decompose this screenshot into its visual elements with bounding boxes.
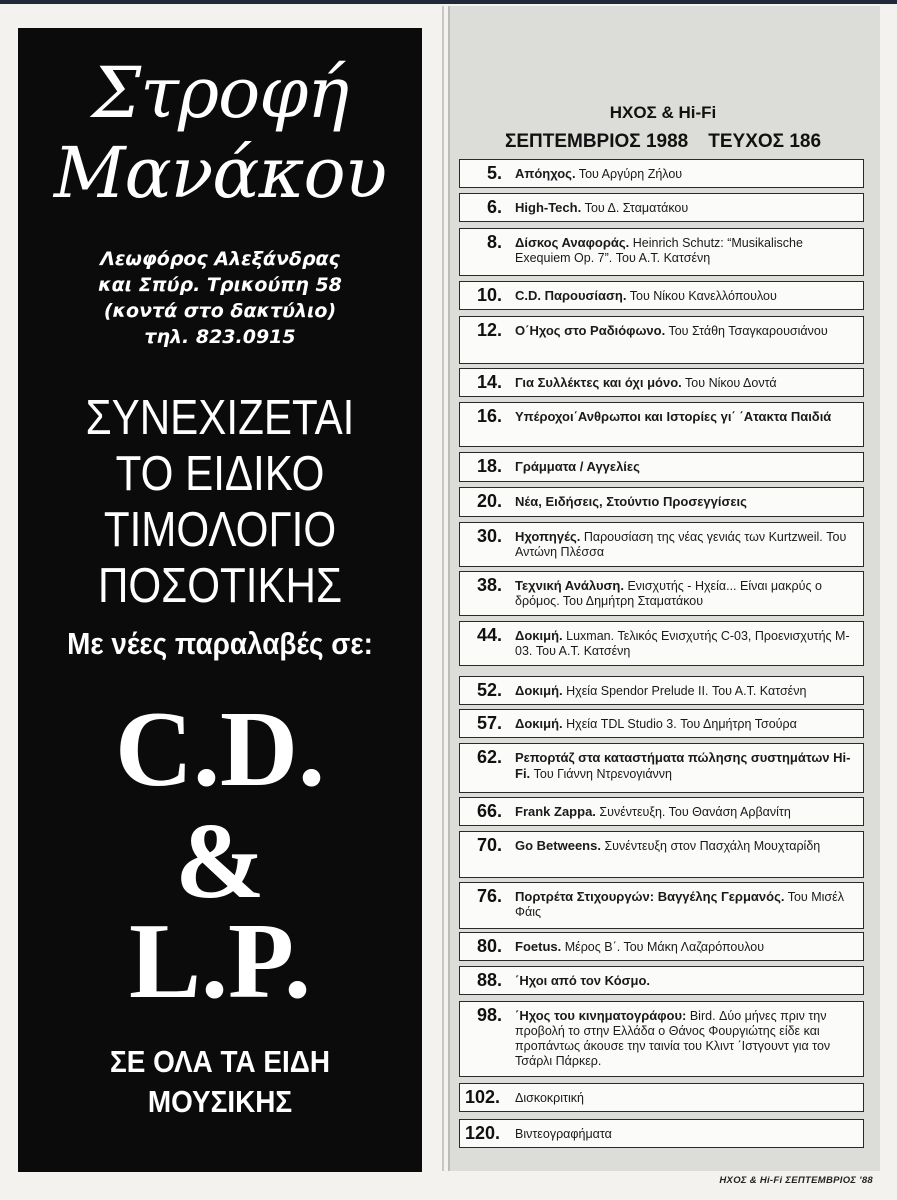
toc-entry-text [515,750,855,782]
toc-entry [459,228,864,276]
toc-entry-text [515,323,855,339]
toc-entry-description: Του Δ. Σταματάκου [581,201,689,215]
store-name-line2: Μανάκου [53,132,387,214]
toc-entry-description: Του Μισέλ Φάις [515,890,844,919]
toc-page-number: 12. [476,320,502,340]
toc-page-number: 18. [476,456,502,476]
toc-entry [459,797,864,826]
toc-entry [459,709,864,738]
footer-line: ΜΟΥΣΙΚΗΣ [147,1084,293,1119]
toc-entry-text [515,1090,855,1106]
toc-page-number: 38. [476,575,502,595]
toc-entry-title: Υπέροχοι΄Ανθρωποι και Ιστορίες γι΄ ΄Ατακτα Παιδιά [515,409,832,424]
toc-page-number: 8. [486,232,502,252]
toc-entry-description: Συνέντευξη στον Πασχάλη Μουχταρίδη [600,839,821,853]
toc-entry-text [515,628,855,659]
address-line: Λεωφόρος Αλεξάνδρας [100,248,340,270]
toc-entry-title: Ηχοπηγές. [515,529,581,544]
toc-page-number: 6. [486,197,502,217]
toc-entry-description: Του Αργύρη Ζήλου [575,167,683,181]
toc-entry [459,368,864,397]
magazine-name: ΗΧΟΣ & Hi-Fi [609,103,717,122]
toc-entry-text [515,166,855,182]
toc-entry-description: Του Στάθη Τσαγκαρουσιάνου [665,324,828,338]
toc-page-number: 102. [464,1087,500,1107]
toc-entry [459,487,864,517]
toc-page-number: 66. [476,801,502,821]
toc-entry [459,522,864,567]
toc-page-number: 98. [476,1005,502,1025]
toc-entry-text [515,459,855,475]
toc-page-number: 62. [476,747,502,767]
headline-line: ΠΟΣΟΤΙΚΗΣ [97,559,343,613]
toc-entry-title: ΄Ηχοι από τον Κόσμο. [515,973,651,988]
toc-entry-title: Δοκιμή. [515,716,563,731]
toc-entry [459,1083,864,1112]
toc-entry-description: Του Γιάννη Ντρενογιάννη [530,767,672,781]
toc-entry-title: Foetus. [515,939,562,954]
toc-entry-title: Απόηχος. [515,166,576,181]
toc-entry [459,402,864,447]
toc-entry-text [515,1008,855,1069]
store-advertisement [18,28,422,1172]
toc-entry-text [515,409,855,425]
toc-entry [459,621,864,666]
toc-entry-text [515,973,855,989]
toc-entry-text [515,683,855,699]
toc-entry-text [515,1126,855,1142]
toc-entry-title: Πορτρέτα Στιχουργών: Βαγγέλης Γερμανός. [515,889,785,904]
toc-page-number: 16. [476,406,502,426]
toc-entry-title: Τεχνική Ανάλυση. [515,578,624,593]
headline-line: ΤΟ ΕΙΔΙΚΟ [115,447,325,501]
subheadline: Με νέες παραλαβές σε: [67,626,373,661]
toc-entry-description: Δισκοκριτική [515,1091,584,1105]
toc-entry-title: Frank Zappa. [515,804,596,819]
address-line: και Σπύρ. Τρικούπη 58 [98,274,342,296]
toc-entry-title: Γράμματα / Αγγελίες [515,459,640,474]
toc-entry-title: Δοκιμή. [515,628,563,643]
big-text-cd: C.D. [115,690,325,809]
issue-number: ΤΕΥΧΟΣ 186 [708,131,822,152]
headline-line: ΤΙΜΟΛΟΓΙΟ [103,503,337,557]
toc-entry-text [515,375,855,391]
toc-entry-title: Για Συλλέκτες και όχι μόνο. [515,375,682,390]
toc-entry [459,1119,864,1148]
toc-page-number: 5. [486,163,502,183]
toc-page-number: 44. [476,625,502,645]
toc-entry-text [515,494,855,510]
toc-entry-text [515,716,855,732]
toc-entry-description: Ενισχυτής - Ηχεία... Είναι μακρύς ο δρόμος. Του Δημήτρη Σταματάκου [515,579,822,608]
issue-date: ΣΕΠΤΕΜΒΡΙΟΣ 1988 [504,131,689,152]
page-footer: ΗΧΟΣ & Hi-Fi ΣΕΠΤΕΜΒΡΙΟΣ '88 [719,1175,873,1186]
toc-page-number: 120. [464,1123,500,1143]
toc-entry-title: Δίσκος Αναφοράς. [515,235,630,250]
toc-entry [459,932,864,961]
toc-entry [459,316,864,364]
toc-page-number: 30. [476,526,502,546]
toc-entry [459,281,864,310]
toc-entry [459,571,864,616]
toc-entry-title: High-Tech. [515,200,582,215]
toc-entry [459,676,864,705]
toc-entry-title: ΄Ηχος του κινηματογράφου: [515,1008,687,1023]
toc-entry-text [515,804,855,820]
toc-entry [459,1001,864,1077]
toc-entry-text [515,288,855,304]
toc-entry [459,966,864,995]
toc-entry-description: Συνέντευξη. Του Θανάση Αρβανίτη [595,805,791,819]
toc-entry-description: Παρουσίαση της νέας γενιάς των Kurtzweil. Του Αντώνη Πλέσσα [515,530,847,559]
toc-entry-description: Luxman. Τελικός Ενισχυτής C-03, Προενισχυτής M-03. Του Α.Τ. Κατσένη [515,629,850,658]
toc-entry-title: Δοκιμή. [515,683,563,698]
toc-entry-text [515,838,855,854]
toc-entry-title: Νέα, Ειδήσεις, Στούντιο Προσεγγίσεις [515,494,747,509]
toc-page-number: 88. [476,970,502,990]
toc-entry-description: Heinrich Schutz: “Musikalische Exequiem Op. 7”. Του Α.Τ. Κατσένη [515,236,803,265]
top-border [0,0,897,4]
toc-entry [459,743,864,793]
toc-page-number: 10. [476,285,502,305]
toc-entry-title: Ρεπορτάζ στα καταστήματα πώλησης συστημάτων Hi-Fi. [515,750,851,781]
toc-entry-description: Ηχεία Spendor Prelude II. Του Α.Τ. Κατσένη [562,684,807,698]
toc-page-number: 70. [476,835,502,855]
toc-entry-text [515,529,855,560]
toc-page-number: 76. [476,886,502,906]
phone-number: τηλ. 823.0915 [144,326,296,348]
issue-info [448,132,878,151]
toc-entry [459,193,864,222]
headline-line: ΣΥΝΕΧΙΖΕΤΑΙ [85,391,355,445]
toc-page-number: 57. [476,713,502,733]
big-text-lp: L.P. [128,902,312,1021]
store-name-line1: Στροφή [91,52,349,134]
toc-entry-text [515,200,855,216]
toc-entry [459,159,864,188]
toc-page-number: 14. [476,372,502,392]
toc-entry-description: Του Νίκου Δοντά [681,376,777,390]
toc-entry-text [515,939,855,955]
toc-entry [459,452,864,482]
big-text-ampersand: & [175,802,265,921]
toc-entry-text [515,889,855,920]
toc-page-number: 20. [476,491,502,511]
toc-entry [459,882,864,929]
toc-entry-description: Βιντεογραφήματα [515,1127,612,1141]
toc-entry-title: Go Betweens. [515,838,601,853]
toc-entry-title: Ο΄Ηχος στο Ραδιόφωνο. [515,323,666,338]
panel-divider [442,6,444,1171]
toc-entry-title: C.D. Παρουσίαση. [515,288,627,303]
toc-entry-description: Bird. Δύο μήνες πριν την προβολή το στην Ελλάδα ο Θάνος Φουργιώτης είδε και προπάντως άκουσε την ταινία του Κλιντ ΄Ιστγουντ για τον Τσάρλι Πάρκερ. [515,1009,831,1068]
footer-line: ΣΕ ΟΛΑ ΤΑ ΕΙΔΗ [109,1044,330,1079]
toc-entry [459,831,864,878]
toc-entry-text [515,235,855,266]
toc-entry-description: Μέρος Β΄. Του Μάκη Λαζαρόπουλου [561,940,765,954]
toc-page-number: 80. [476,936,502,956]
address-line: (κοντά στο δακτύλιο) [103,300,337,322]
toc-page-number: 52. [476,680,502,700]
toc-entry-description: Του Νίκου Κανελλόπουλου [626,289,777,303]
toc-entry-description: Ηχεία TDL Studio 3. Του Δημήτρη Τσούρα [562,717,797,731]
toc-entry-text [515,578,855,609]
